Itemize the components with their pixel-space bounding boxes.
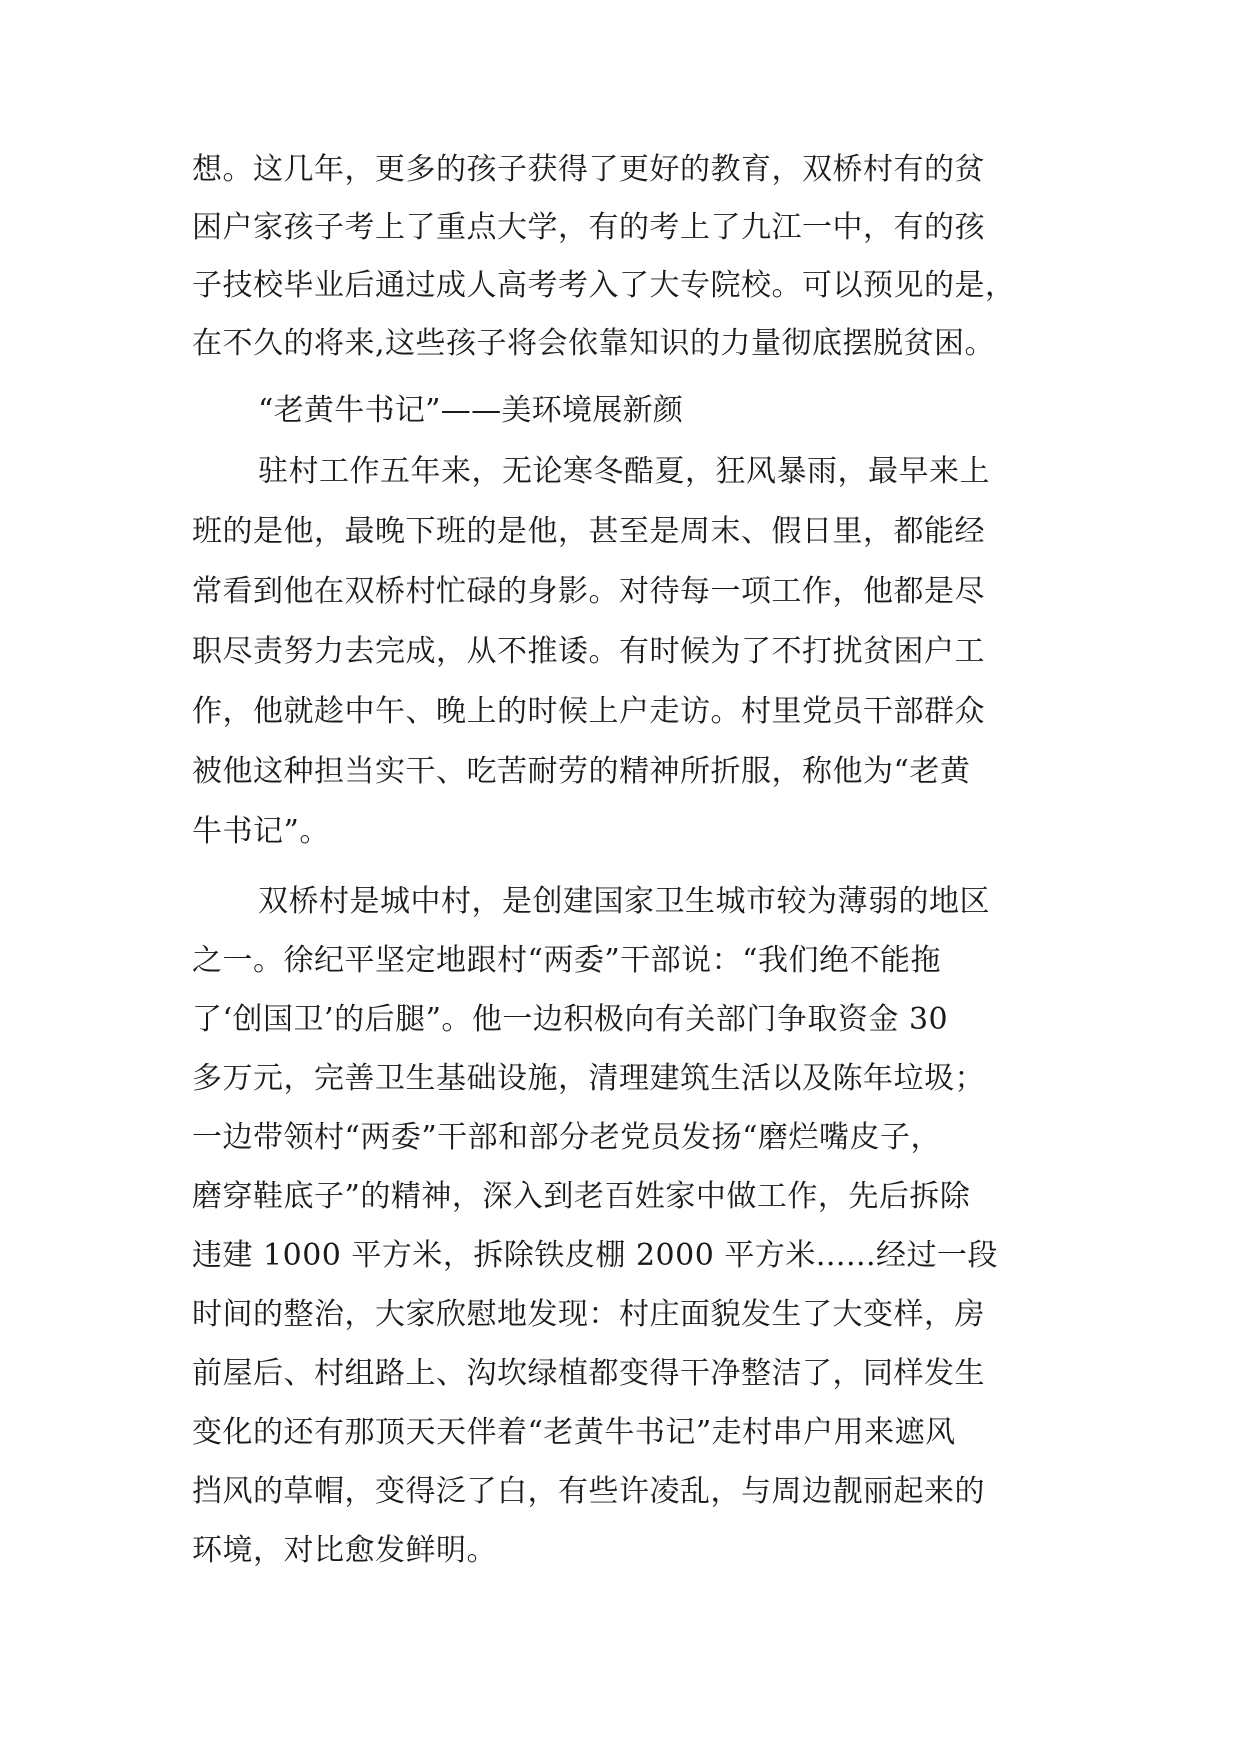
text-line: 被他这种担当实干、吃苦耐劳的精神所折服，称他为“老黄: [192, 754, 971, 789]
text-line: 挡风的草帽，变得泛了白，有些许凌乱，与周边靓丽起来的: [192, 1474, 985, 1509]
text-line: 想。这几年，更多的孩子获得了更好的教育，双桥村有的贫: [192, 152, 985, 187]
text-line: 时间的整治，大家欣慰地发现：村庄面貌发生了大变样，房: [192, 1297, 985, 1332]
text-line: 职尽责努力去完成，从不推诿。有时候为了不打扰贫困户工: [192, 634, 985, 669]
text-line: 班的是他，最晚下班的是他，甚至是周末、假日里，都能经: [192, 514, 985, 549]
text-line: 违建 1000 平方米，拆除铁皮棚 2000 平方米......经过一段: [192, 1238, 999, 1273]
text-line: 之一。徐纪平坚定地跟村“两委”干部说：“我们绝不能拖: [192, 943, 942, 978]
paragraph-first-line: 双桥村是城中村，是创建国家卫生城市较为薄弱的地区: [258, 884, 990, 919]
text-line: 常看到他在双桥村忙碌的身影。对待每一项工作，他都是尽: [192, 574, 985, 609]
paragraph-first-line: 驻村工作五年来，无论寒冬酷夏，狂风暴雨，最早来上: [258, 454, 990, 489]
text-line: 变化的还有那顶天天伴着“老黄牛书记”走村串户用来遮风: [192, 1415, 956, 1450]
text-line: 在不久的将来,这些孩子将会依靠知识的力量彻底摆脱贫困。: [192, 326, 996, 361]
text-line: 前屋后、村组路上、沟坎绿植都变得干净整洁了，同样发生: [192, 1356, 985, 1391]
text-line: 多万元，完善卫生基础设施，清理建筑生活以及陈年垃圾；: [192, 1061, 985, 1096]
text-line: 环境，对比愈发鲜明。: [192, 1533, 497, 1568]
text-line: 了‘创国卫’的后腿”。他一边积极向有关部门争取资金 30: [192, 1002, 949, 1037]
text-line: 磨穿鞋底子”的精神，深入到老百姓家中做工作，先后拆除: [192, 1179, 971, 1214]
text-line: 一边带领村“两委”干部和部分老党员发扬“磨烂嘴皮子，: [192, 1120, 942, 1155]
section-heading: “老黄牛书记”——美环境展新颜: [258, 393, 684, 428]
text-line: 子技校毕业后通过成人高考考入了大专院校。可以预见的是，: [192, 268, 1016, 303]
text-line: 牛书记”。: [192, 814, 330, 849]
text-line: 作，他就趁中午、晚上的时候上户走访。村里党员干部群众: [192, 694, 985, 729]
text-line: 困户家孩子考上了重点大学，有的考上了九江一中，有的孩: [192, 210, 985, 245]
